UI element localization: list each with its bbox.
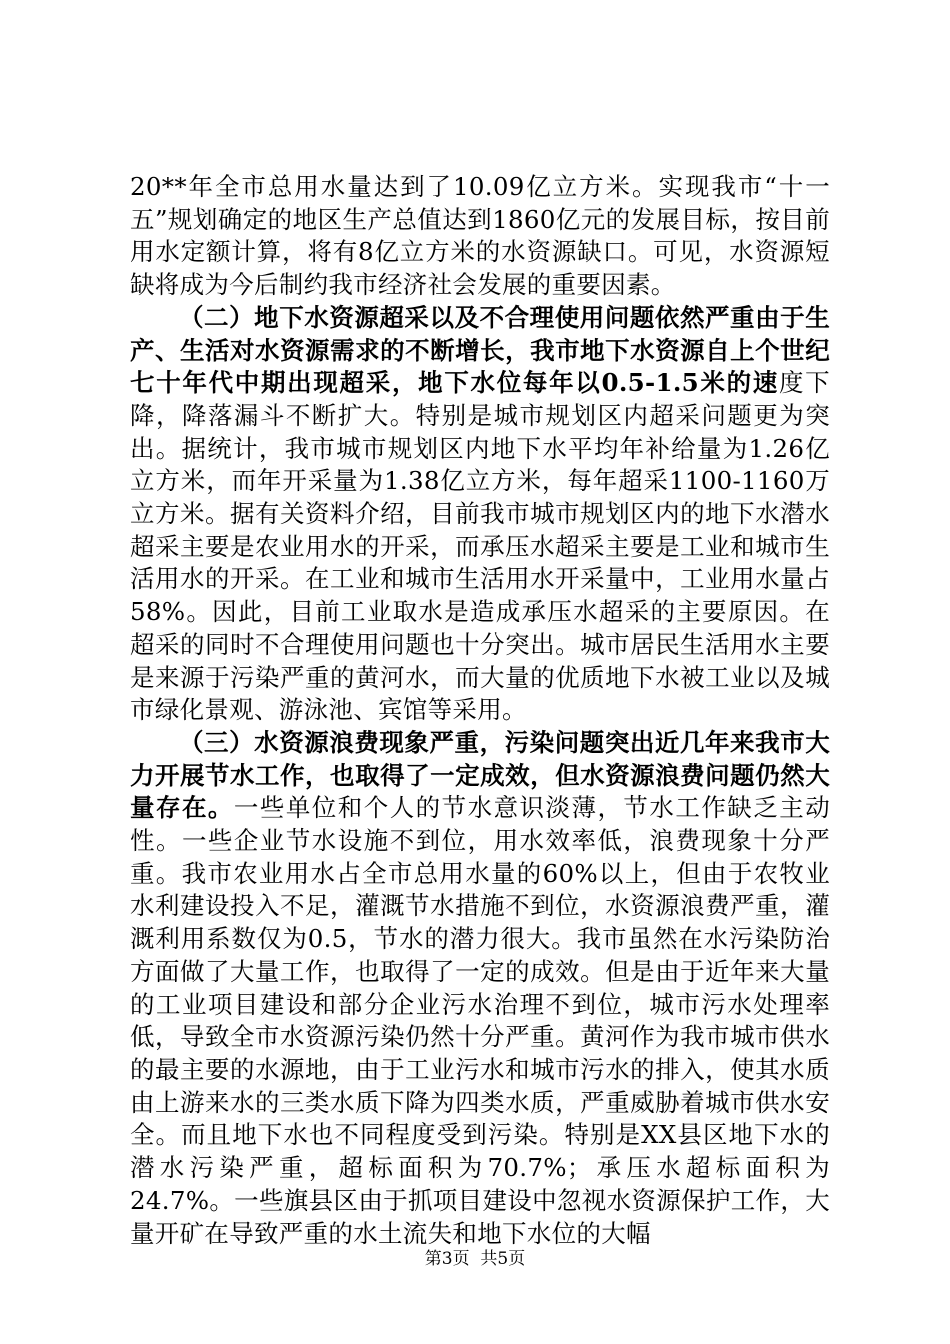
- paragraph-1: [130, 171, 830, 302]
- footer-spacer: [470, 1249, 481, 1269]
- paragraph-2-heading: （二）地下水资源超采以及不合理使用问题依然严重由于生产、生活对水资源需求的不断增长，我市地下水资源自上个世纪七十年代中期出现超采，地下水位每年以0.5-1.5米的速: [130, 302, 830, 398]
- page-number: 第3页: [424, 1249, 470, 1269]
- paragraph-2: [130, 302, 830, 727]
- paragraph-1-text: 20**年全市总用水量达到了10.09亿立方米。实现我市“十一五”规划确定的地区生产总值达到1860亿元的发展目标，按目前用水定额计算，将有8亿立方米的水资源缺口。可见，水资源短缺将成为今后制约我市经济社会发展的重要因素。: [130, 172, 830, 300]
- page-footer: [0, 1248, 950, 1270]
- paragraph-2-text: 度下降，降落漏斗不断扩大。特别是城市规划区内超采问题更为突出。据统计，我市城市规划区内地下水平均年补给量为1.26亿立方米，而年开采量为1.38亿立方米，每年超采1100-1160万立方米。据有关资料介绍，目前我市城市规划区内的地下水潜水超采主要是农业用水的开采，而承压水超采主要是工业和城市生活用水的开采。在工业和城市生活用水开采量中，工业用水量占58%。因此，目前工业取水是造成承压水超采的主要原因。在超采的同时不合理使用问题也十分突出。城市居民生活用水主要是来源于污染严重的黄河水，而大量的优质地下水被工业以及城市绿化景观、游泳池、宾馆等采用。: [130, 368, 830, 725]
- paragraph-3-text: 一些单位和个人的节水意识淡薄，节水工作缺乏主动性。一些企业节水设施不到位，用水效率低，浪费现象十分严重。我市农业用水占全市总用水量的60%以上，但由于农牧业水利建设投入不足，灌溉节水措施不到位，水资源浪费严重，灌溉利用系数仅为0.5，节水的潜力很大。我市虽然在水污染防治方面做了大量工作，也取得了一定的成效。但是由于近年来大量的工业项目建设和部分企业污水治理不到位，城市污水处理率低，导致全市水资源污染仍然十分严重。黄河作为我市城市供水的最主要的水源地，由于工业污水和城市污水的排入，使其水质由上游来水的三类水质下降为四类水质，严重威胁着城市供水安全。而且地下水也不同程度受到污染。特别是XX县区地下水的潜水污染严重，超标面积为70.7%；承压水超标面积为24.7%。一些旗县区由于抓项目建设中忽视水资源保护工作，大量开矿在导致严重的水土流失和地下水位的大幅: [130, 793, 830, 1248]
- page-total: 共5页: [480, 1249, 526, 1269]
- document-body: [130, 171, 830, 1250]
- paragraph-3-heading: （三）水资源浪费现象严重，污染问题突出近几年来我市大力开展节水工作，也取得了一定成效，但水资源浪费问题仍然大量存在。: [130, 727, 830, 823]
- paragraph-3: [130, 727, 830, 1250]
